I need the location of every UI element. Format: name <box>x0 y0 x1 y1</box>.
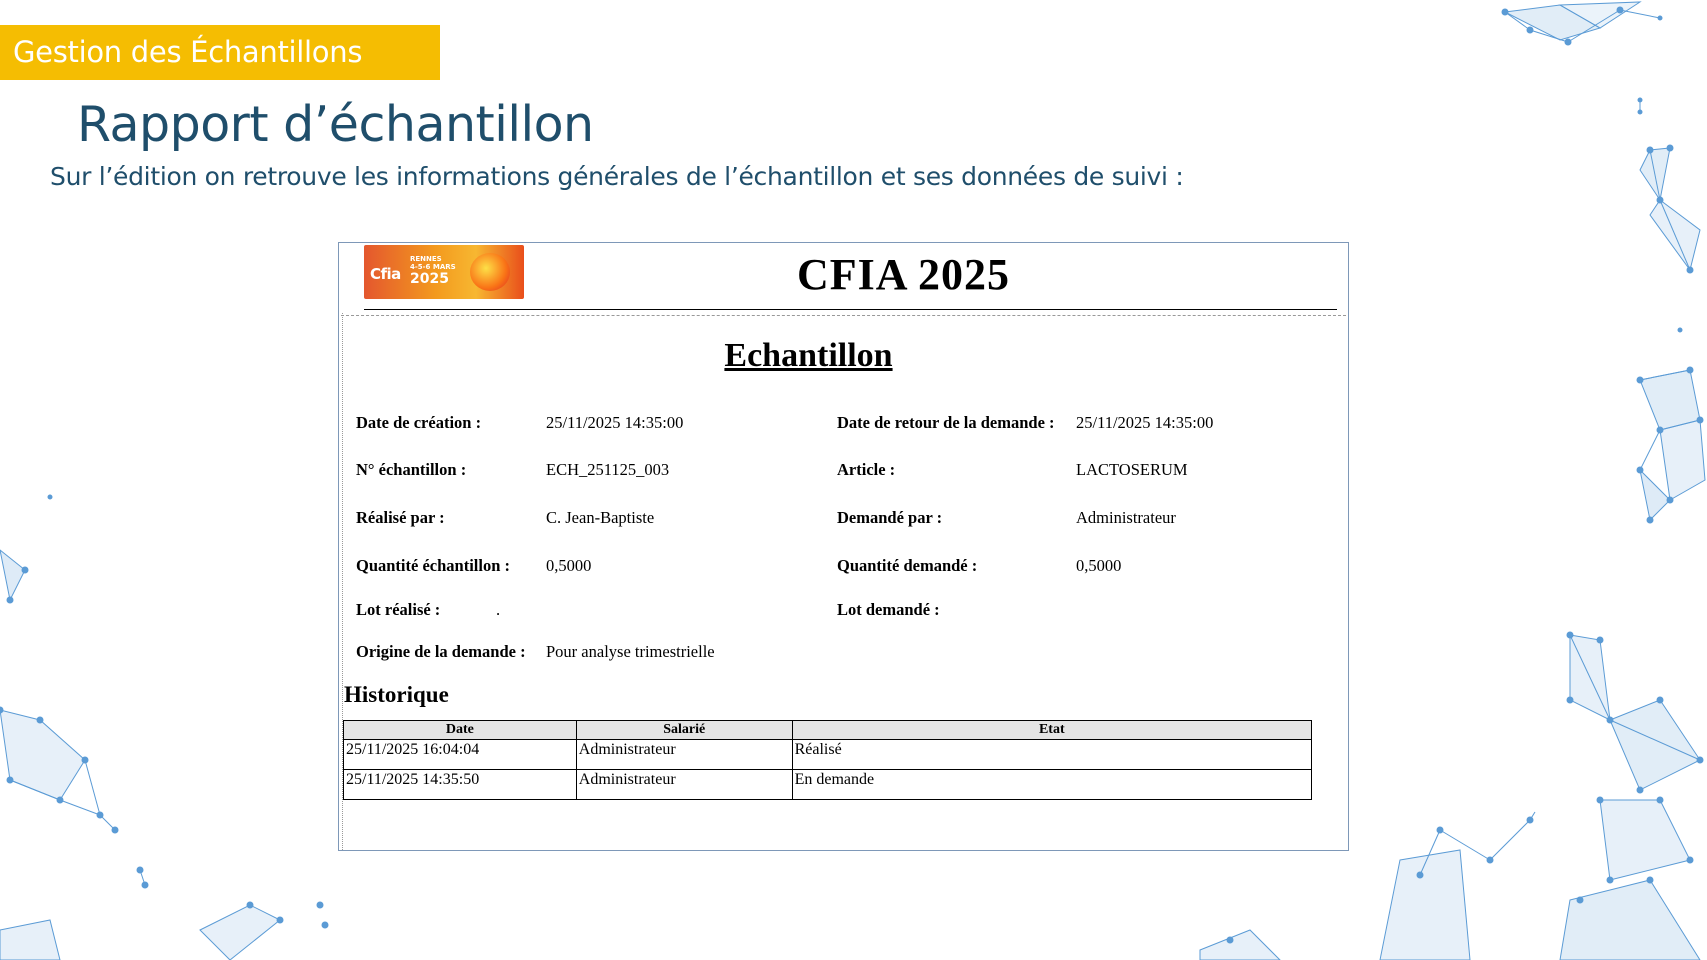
logo-year: 2025 <box>410 271 449 287</box>
history-header-row <box>344 721 1312 740</box>
field-performed-by-value: C. Jean-Baptiste <box>546 508 655 527</box>
field-sample-quantity-label: Quantité échantillon : <box>356 556 511 575</box>
section-tag: Gestion des Échantillons <box>0 25 440 80</box>
field-requested-quantity-value: 0,5000 <box>1076 556 1122 575</box>
field-requested-by-value: Administrateur <box>1076 508 1176 527</box>
field-lot-produced-label: Lot réalisé : <box>356 600 441 619</box>
field-creation-date-label: Date de création : <box>356 413 482 432</box>
history-cell-date: 25/11/2025 16:04:04 <box>344 740 577 770</box>
history-cell-employee: Administrateur <box>576 770 792 800</box>
history-heading: Historique <box>344 682 449 707</box>
field-requested-quantity-label: Quantité demandé : <box>837 556 978 575</box>
history-column-status: Etat <box>792 721 1311 740</box>
field-article-value: LACTOSERUM <box>1076 460 1188 479</box>
history-cell-employee: Administrateur <box>576 740 792 770</box>
field-requested-by-label: Demandé par : <box>837 508 943 527</box>
header-divider <box>364 309 1337 310</box>
slide-subtitle: Sur l’édition on retrouve les informations générales de l’échantillon et ses données de suivi : <box>50 162 1184 191</box>
report-heading: Echantillon <box>724 337 893 374</box>
field-lot-requested-label: Lot demandé : <box>837 600 940 619</box>
field-return-date-label: Date de retour de la demande : <box>837 413 1055 432</box>
field-lot-produced-value: . <box>496 600 501 619</box>
logo-dates-text: 4-5-6 MARS <box>410 263 456 271</box>
logo-brand: Cfia <box>370 265 401 283</box>
history-column-date: Date <box>344 721 577 740</box>
field-request-origin-value: Pour analyse trimestrielle <box>546 642 715 661</box>
field-sample-number-value: ECH_251125_003 <box>546 460 670 479</box>
field-return-date-value: 25/11/2025 14:35:00 <box>1076 413 1214 432</box>
field-request-origin-label: Origine de la demande : <box>356 642 526 661</box>
report-header-title: CFIA 2025 <box>796 250 1011 299</box>
field-sample-number-label: N° échantillon : <box>356 460 467 479</box>
logo-city-text: RENNES <box>410 255 442 263</box>
field-article-label: Article : <box>837 460 896 479</box>
sample-report <box>338 242 1349 851</box>
field-creation-date-value: 25/11/2025 14:35:00 <box>546 413 684 432</box>
history-column-employee: Salarié <box>576 721 792 740</box>
field-sample-quantity-value: 0,5000 <box>546 556 592 575</box>
field-performed-by-label: Réalisé par : <box>356 508 445 527</box>
table-row <box>344 740 1312 770</box>
history-cell-status: En demande <box>792 770 1311 800</box>
history-cell-date: 25/11/2025 14:35:50 <box>344 770 577 800</box>
header-dotted-divider <box>341 315 1346 316</box>
history-cell-status: Réalisé <box>792 740 1311 770</box>
table-row <box>344 770 1312 800</box>
history-table <box>343 720 1312 800</box>
slide-title: Rapport d’échantillon <box>77 96 594 153</box>
